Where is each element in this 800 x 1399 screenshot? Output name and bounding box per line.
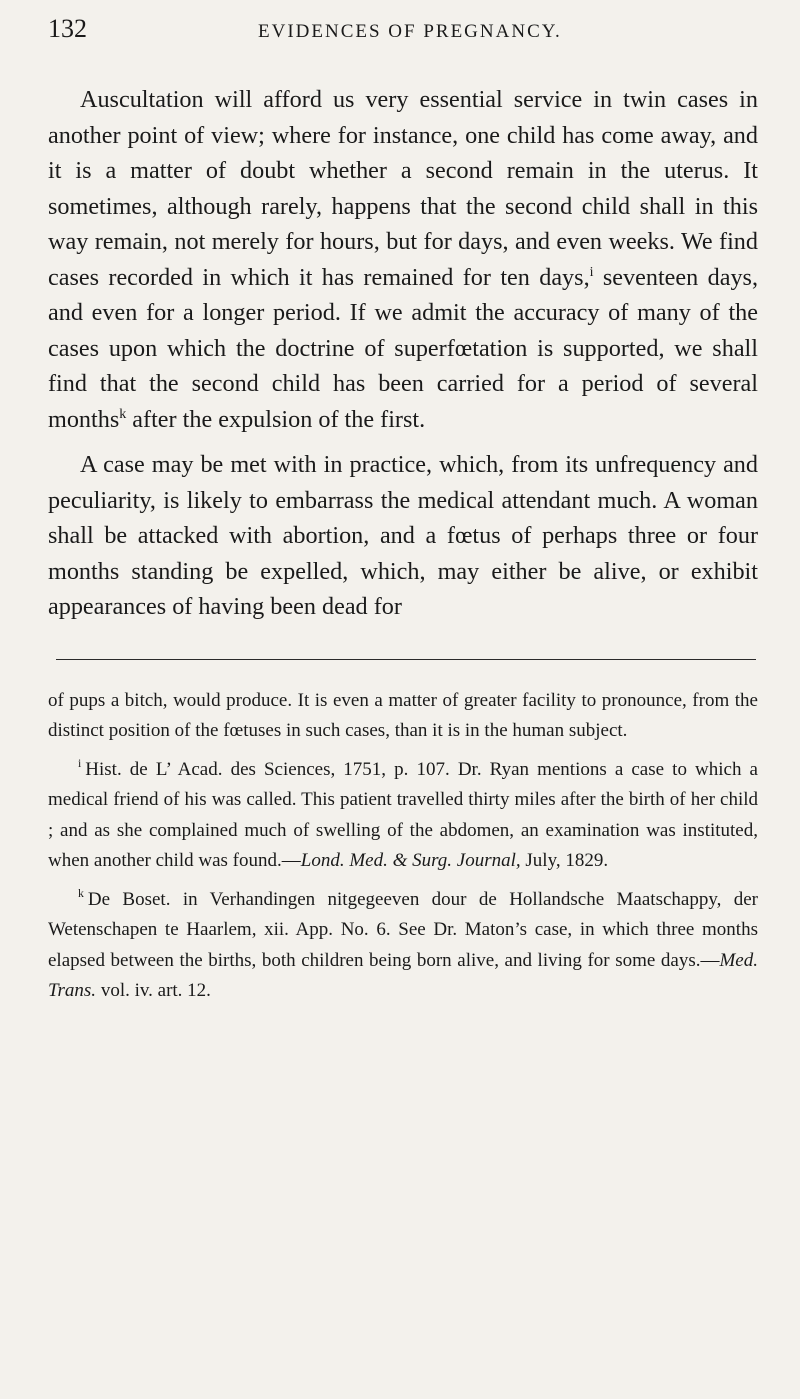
footnote-journal: Lond. Med. & Surg. Journal,: [300, 850, 521, 871]
main-text: [48, 82, 758, 625]
running-head: [48, 14, 758, 58]
footnote-ref-i: i: [589, 263, 594, 280]
running-title: EVIDENCES OF PREGNANCY.: [258, 21, 562, 42]
paragraph-auscultation: [48, 82, 758, 437]
footnote-text: De Boset. in Verhandingen nitgegeeven dour de Hollandsche Maatschappy, der Wetenschapen te Haarlem, xii. App. No. 6. See Dr. Maton’s case, in which three months elapsed between the births, both children being born alive, and living for some days.—: [48, 888, 758, 971]
footnote-source: Med. Trans.: [48, 949, 758, 1001]
paragraph-text: Auscultation will afford us very essential service in twin cases in another point of view; where for instance, one child has come away, and it is a matter of doubt whether a second remain in the uterus. It sometimes, although rarely, happens that the second child shall in this way remain, not merely for hours, but for days, and even weeks. We find cases recorded in which it has remained for ten days,: [48, 86, 758, 291]
footnote-i: [48, 755, 758, 877]
footnote-rule: [56, 659, 756, 660]
paragraph-text: after the expulsion of the first.: [126, 405, 426, 433]
footnote-mark-k: k: [78, 887, 84, 901]
page-number: 132: [48, 14, 87, 43]
footnote-date: July, 1829.: [520, 850, 609, 871]
footnote-tail: vol. iv. art. 12.: [96, 980, 211, 1001]
footnote-mark-i: i: [78, 757, 82, 771]
paragraph-case: A case may be met with in practice, which, from its unfrequency and peculiarity, is likely to embarrass the medical attendant much. A woman shall be attacked with abortion, and a fœtus of perhaps three or four months standing be expelled, which, may either be alive, or exhibit appearances of having been dead for: [48, 451, 758, 620]
paragraph-text: seventeen days, and even for a longer period. If we admit the accuracy of many of the cases upon which the doctrine of superfœtation is supported, we shall find that the second child has been carried for a period of several months: [48, 263, 758, 433]
footnote-continuation: of pups a bitch, would produce. It is even a matter of greater facility to pronounce, from the distinct position of the fœtuses in such cases, than it is in the human subject.: [48, 689, 758, 741]
footnote-ref-k: k: [119, 405, 127, 422]
footnotes: [48, 686, 758, 1007]
footnote-k: [48, 885, 758, 1007]
footnote-text: Hist. de L’ Acad. des Sciences, 1751, p. 107. Dr. Ryan mentions a case to which a medical friend of his was called. This patient travelled thirty miles after the birth of her child ; and as she complained much of swelling of the abdomen, an examination was instituted, when another child was found.—: [48, 758, 758, 871]
